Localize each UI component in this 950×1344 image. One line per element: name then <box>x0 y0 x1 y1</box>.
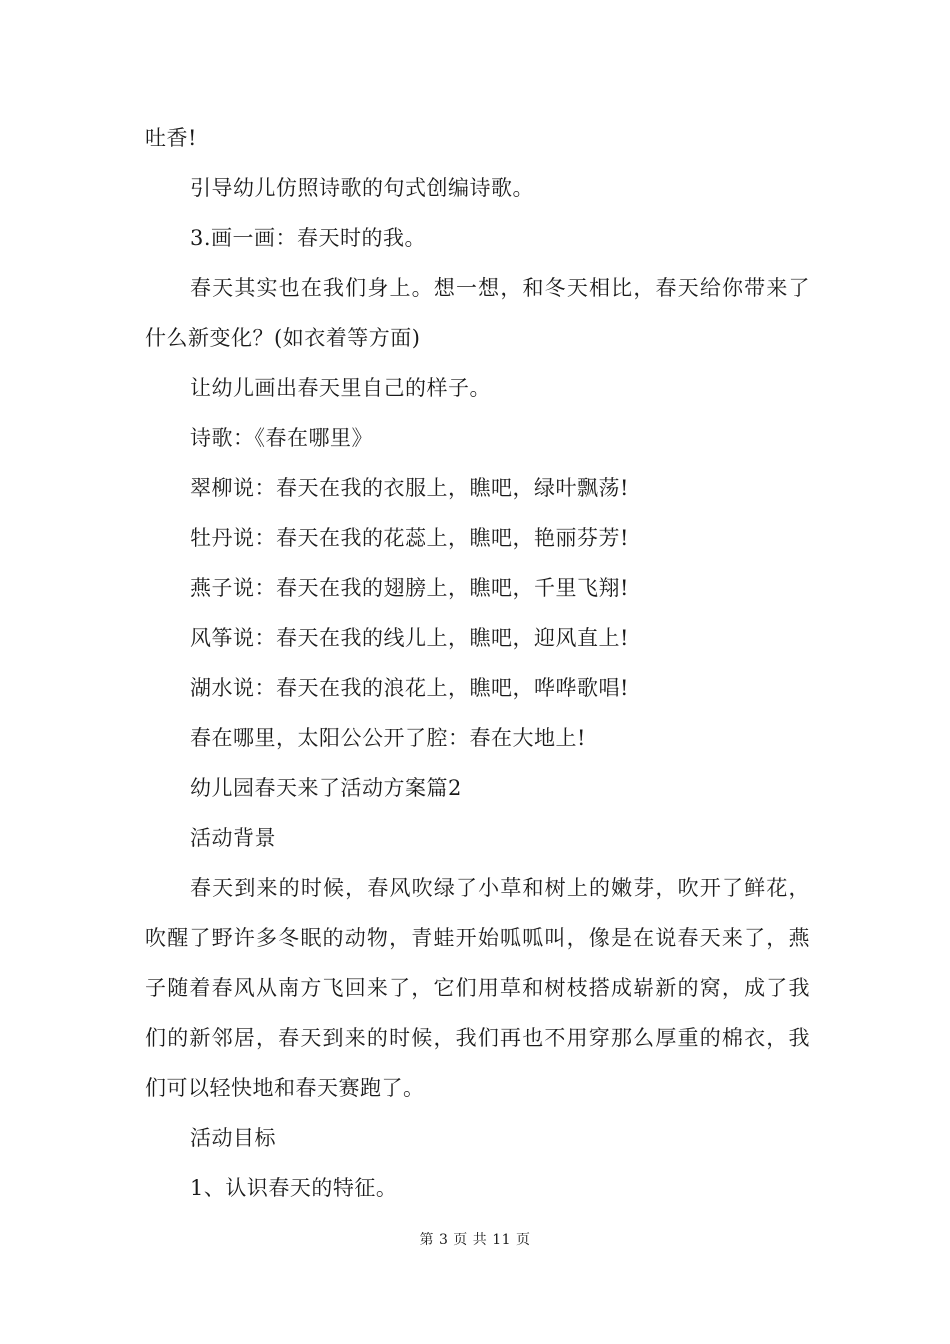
poem-title: 诗歌：《春在哪里》 <box>190 426 373 450</box>
paragraph-line: 让幼儿画出春天里自己的样子。 <box>190 376 491 400</box>
section-heading: 活动目标 <box>190 1126 276 1150</box>
poem-line: 湖水说：春天在我的浪花上，瞧吧，哗哗歌唱! <box>190 676 629 700</box>
section-heading: 活动背景 <box>190 826 276 850</box>
paragraph-line: 吹醒了野许多冬眠的动物，青蛙开始呱呱叫，像是在说春天来了，燕 <box>145 926 810 950</box>
paragraph-line: 春天其实也在我们身上。想一想，和冬天相比，春天给你带来了 <box>190 276 810 300</box>
poem-line: 翠柳说：春天在我的衣服上，瞧吧，绿叶飘荡! <box>190 476 629 500</box>
section-heading: 3.画一画：春天时的我。 <box>190 226 427 250</box>
section-heading: 幼儿园春天来了活动方案篇2 <box>190 776 462 800</box>
paragraph-line: 什么新变化？(如衣着等方面) <box>145 326 421 350</box>
paragraph-line: 春天到来的时候，春风吹绿了小草和树上的嫩芽，吹开了鲜花， <box>190 876 810 900</box>
paragraph-line: 吐香! <box>145 126 197 150</box>
poem-line: 风筝说：春天在我的线儿上，瞧吧，迎风直上! <box>190 626 629 650</box>
poem-line: 燕子说：春天在我的翅膀上，瞧吧，千里飞翔! <box>190 576 629 600</box>
paragraph-line: 引导幼儿仿照诗歌的句式创编诗歌。 <box>190 176 534 200</box>
paragraph-line: 们的新邻居，春天到来的时候，我们再也不用穿那么厚重的棉衣，我 <box>145 1026 810 1050</box>
paragraph-line: 们可以轻快地和春天赛跑了。 <box>145 1076 425 1100</box>
poem-line: 春在哪里，太阳公公开了腔：春在大地上! <box>190 726 586 750</box>
page-footer: 第 3 页 共 11 页 <box>419 1232 531 1248</box>
poem-line: 牡丹说：春天在我的花蕊上，瞧吧，艳丽芬芳! <box>190 526 629 550</box>
paragraph-line: 1、认识春天的特征。 <box>190 1176 398 1200</box>
paragraph-line: 子随着春风从南方飞回来了，它们用草和树枝搭成崭新的窝，成了我 <box>145 976 810 1000</box>
